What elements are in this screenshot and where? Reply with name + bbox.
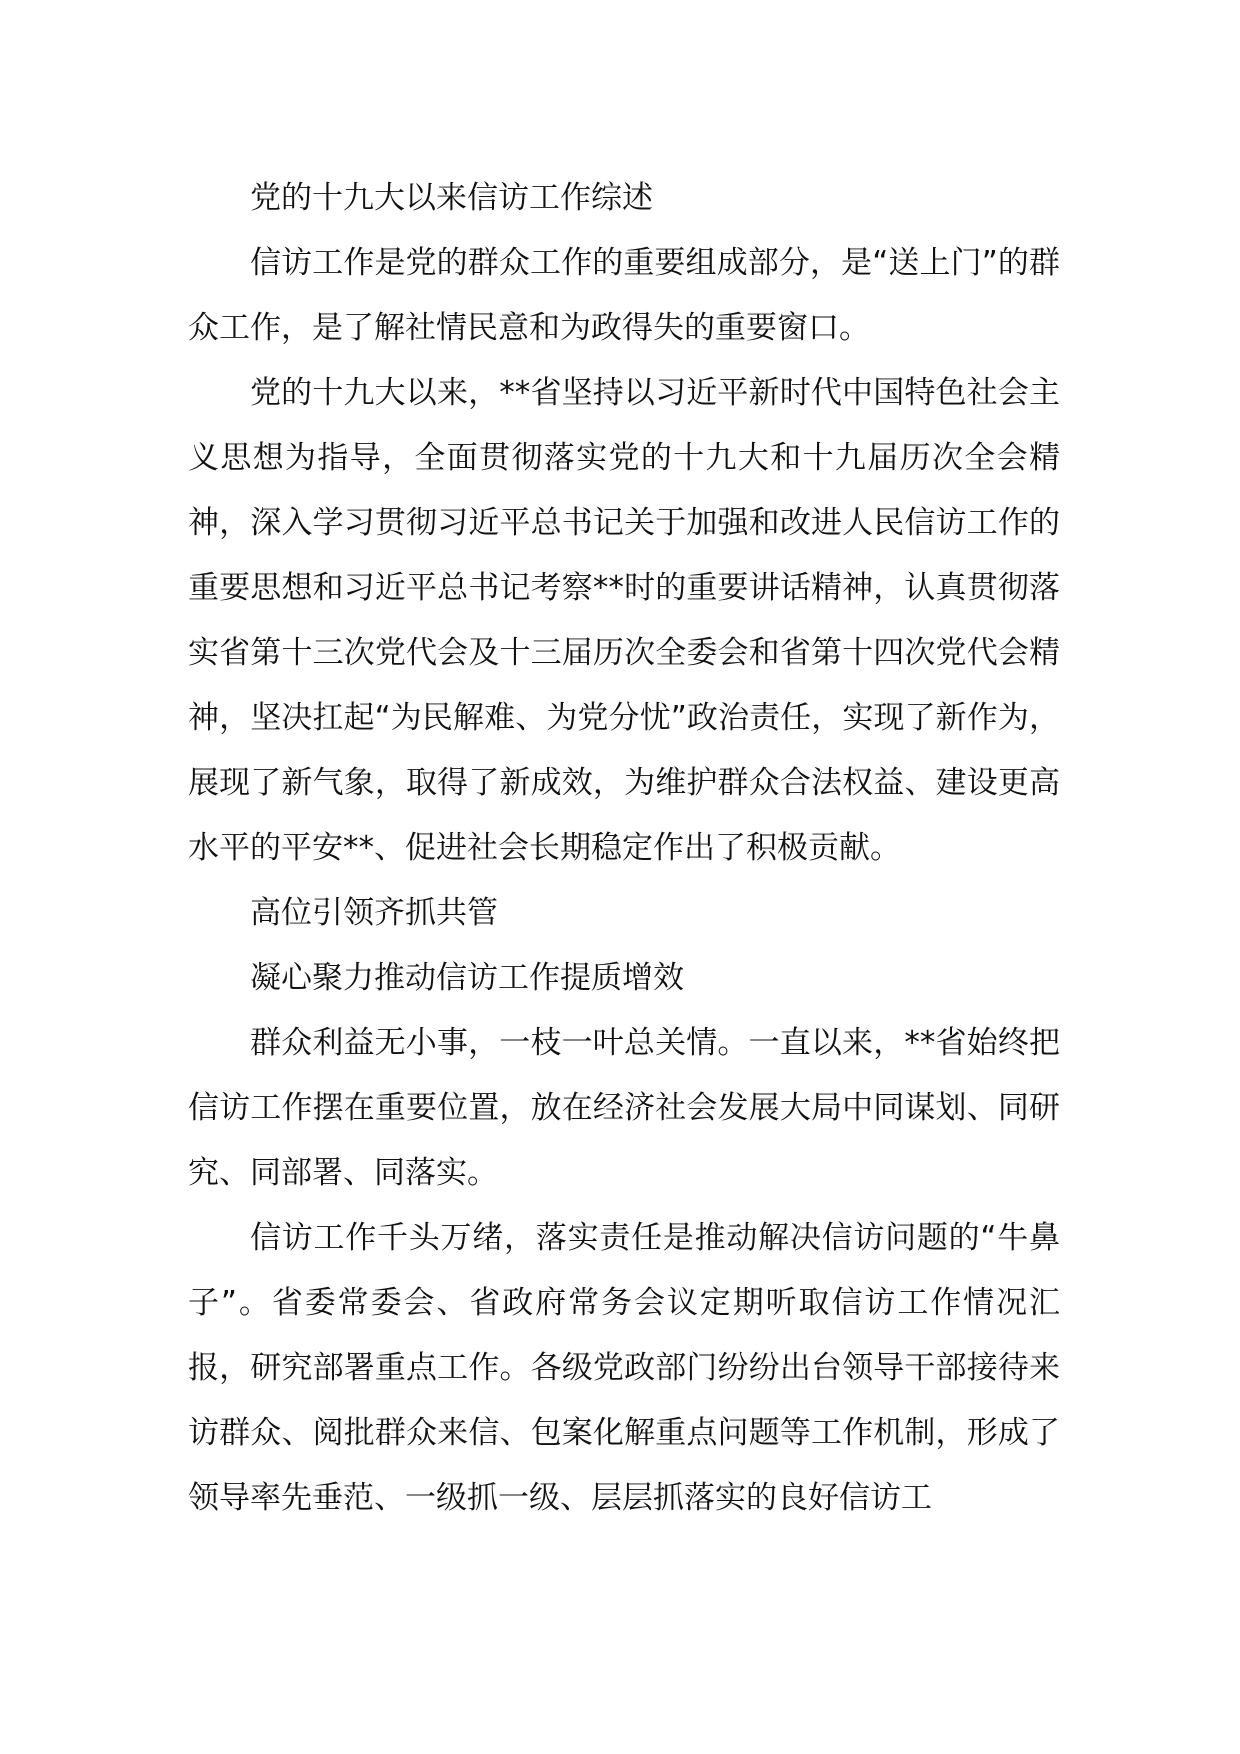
document-body [188, 166, 1060, 1531]
section-subheading: 凝心聚力推动信访工作提质增效 [250, 960, 684, 996]
document-title: 党的十九大以来信访工作综述 [250, 180, 653, 216]
paragraph-responsibility: 信访工作千头万绪，落实责任是推动解决信访问题的“牛鼻子”。省委常委会、省政府常务会议定期听取信访工作情况汇报，研究部署重点工作。各级党政部门纷纷出台领导干部接待来访群众、阅批群众来信、包案化解重点问题等工作机制，形成了领导率先垂范、一级抓一级、层层抓落实的良好信访工 [188, 1220, 1060, 1516]
paragraph-importance: 群众利益无小事，一枝一叶总关情。一直以来，**省始终把信访工作摆在重要位置，放在经济社会发展大局中同谋划、同研究、同部署、同落实。 [188, 1025, 1060, 1191]
paragraph-intro: 信访工作是党的群众工作的重要组成部分，是“送上门”的群众工作，是了解社情民意和为政得失的重要窗口。 [188, 245, 1060, 346]
paragraph-overview: 党的十九大以来，**省坚持以习近平新时代中国特色社会主义思想为指导，全面贯彻落实党的十九大和十九届历次全会精神，深入学习贯彻习近平总书记关于加强和改进人民信访工作的重要思想和习近平总书记考察**时的重要讲话精神，认真贯彻落实省第十三次党代会及十三届历次全委会和省第十四次党代会精神，坚决扛起“为民解难、为党分忧”政治责任，实现了新作为，展现了新气象，取得了新成效，为维护群众合法权益、建设更高水平的平安**、促进社会长期稳定作出了积极贡献。 [188, 375, 1060, 866]
section-heading: 高位引领齐抓共管 [250, 895, 498, 931]
